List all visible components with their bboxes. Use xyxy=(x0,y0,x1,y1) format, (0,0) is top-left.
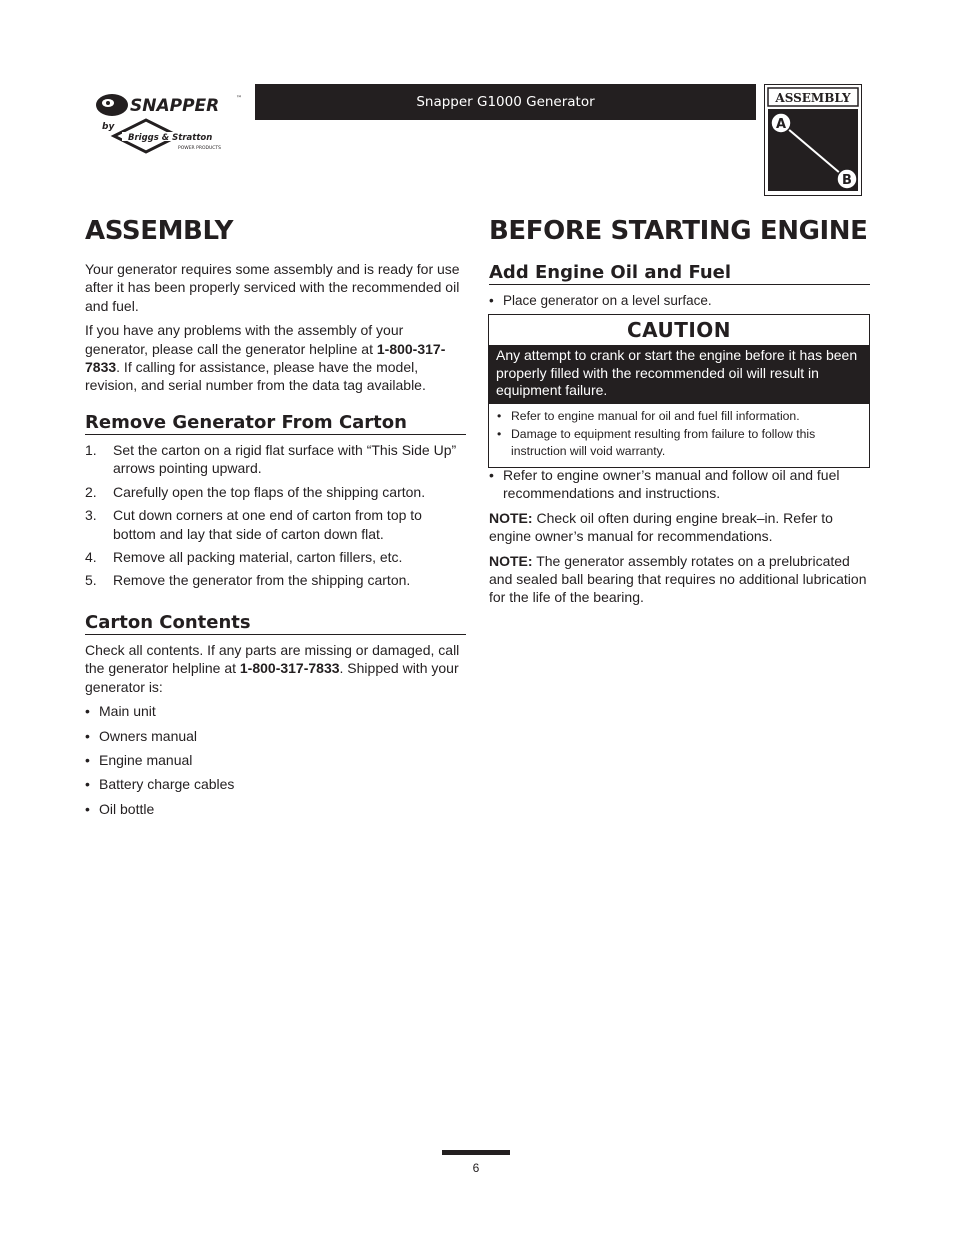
assembly-intro-paragraph-1: Your generator requires some assembly and is ready for use after it has been properly serviced with the recommended oil and fuel. xyxy=(85,261,460,314)
remove-carton-heading: Remove Generator From Carton xyxy=(85,412,466,435)
step-text: Remove all packing material, carton fillers, etc. xyxy=(113,549,403,566)
assembly-section-icon xyxy=(765,85,861,195)
helpline-intro-text: If you have any problems with the assembly of your generator, please call the generator helpline at xyxy=(85,322,404,357)
caution-title: CAUTION xyxy=(626,318,732,342)
step-text: Set the carton on a rigid flat surface with “This Side Up” arrows pointing upward. xyxy=(113,442,457,477)
step-text: Remove the generator from the shipping carton. xyxy=(113,572,411,589)
helpline-number: 1-800-317-7833 xyxy=(239,660,340,677)
caution-box xyxy=(488,314,870,468)
list-item: • Oil bottle xyxy=(85,800,468,818)
carton-contents-paragraph xyxy=(85,641,468,696)
assembly-heading: ASSEMBLY xyxy=(85,216,234,246)
list-item xyxy=(85,483,466,501)
note-break-in xyxy=(489,509,872,546)
note-text: The generator assembly rotates on a prelubricated and sealed ball bearing that requires no additional lubrication for the life of the bearing. xyxy=(489,552,867,606)
before-starting-heading: BEFORE STARTING ENGINE xyxy=(489,216,868,246)
logo-brand-text: SNAPPER xyxy=(130,96,220,116)
remove-carton-steps xyxy=(85,441,466,590)
helpline-followup-text: . If calling for assistance, please have the model, revision, and serial number from the data tag available. xyxy=(85,359,426,394)
carton-contents-body xyxy=(85,641,468,818)
assembly-intro-paragraph-2 xyxy=(85,321,468,395)
list-item: • Refer to engine manual for oil and fuel fill information. xyxy=(497,408,861,425)
snapper-logo-graphic xyxy=(94,88,254,160)
document-title: Snapper G1000 Generator xyxy=(416,94,595,110)
list-item: • Main unit xyxy=(85,702,468,720)
oil-fuel-instructions xyxy=(489,466,872,607)
list-item xyxy=(85,441,466,478)
page-number: 6 xyxy=(472,1161,480,1175)
section-tab-assembly xyxy=(764,84,862,196)
step-text: Cut down corners at one end of carton from top to bottom and lay that side of carton down flat. xyxy=(113,507,422,542)
list-item xyxy=(85,548,466,566)
footer-rule xyxy=(442,1150,510,1155)
list-item xyxy=(85,571,466,589)
list-item: • Engine manual xyxy=(85,751,468,769)
note-bearing xyxy=(489,552,872,607)
list-item: • Damage to equipment resulting from failure to follow this instruction will void warranty. xyxy=(497,426,861,460)
logo-sub-text: POWER PRODUCTS xyxy=(178,146,221,151)
helpline-number: 1-800-317-7833 xyxy=(85,340,446,376)
list-item: • Battery charge cables xyxy=(85,775,468,793)
note-text: Check oil often during engine break–in. Refer to engine owner’s manual for recommendations. xyxy=(489,509,833,545)
contents-followup-text: . Shipped with your generator is: xyxy=(85,660,459,695)
logo-maker-text: Briggs & Stratton xyxy=(128,133,213,143)
list-item: • Refer to engine owner’s manual and follow oil and fuel recommendations and instructions. xyxy=(489,466,872,503)
caution-list xyxy=(489,404,869,467)
step-number: 4. xyxy=(85,549,97,566)
list-item: • Place generator on a level surface. xyxy=(489,292,870,310)
carton-contents-heading: Carton Contents xyxy=(85,612,466,635)
section-tab-label: ASSEMBLY xyxy=(775,91,851,105)
logo-by-text: by xyxy=(102,122,115,132)
add-oil-fuel-heading: Add Engine Oil and Fuel xyxy=(489,262,870,285)
document-title-bar xyxy=(255,84,756,120)
list-item xyxy=(85,506,466,543)
step-text: Carefully open the top flaps of the shipping carton. xyxy=(113,483,426,500)
level-surface-bullet xyxy=(489,292,870,310)
list-item: • Owners manual xyxy=(85,727,468,745)
contents-intro-text: Check all contents. If any parts are missing or damaged, call the generator helpline at xyxy=(85,642,460,677)
brand-logo xyxy=(94,88,254,160)
point-a-label: A xyxy=(775,117,787,132)
carton-contents-list xyxy=(85,702,468,818)
point-b-label: B xyxy=(842,173,852,188)
step-number: 3. xyxy=(85,507,97,524)
assembly-intro xyxy=(85,260,468,395)
svg-text:™: ™ xyxy=(236,95,242,102)
note-label: NOTE: xyxy=(489,509,533,526)
step-number: 2. xyxy=(85,483,97,500)
step-number: 1. xyxy=(85,442,97,458)
note-label: NOTE: xyxy=(489,552,533,569)
caution-warning-text: Any attempt to crank or start the engine before it has been properly filled with the recommended oil will result in equipment failure. xyxy=(489,345,869,404)
step-number: 5. xyxy=(85,572,97,589)
